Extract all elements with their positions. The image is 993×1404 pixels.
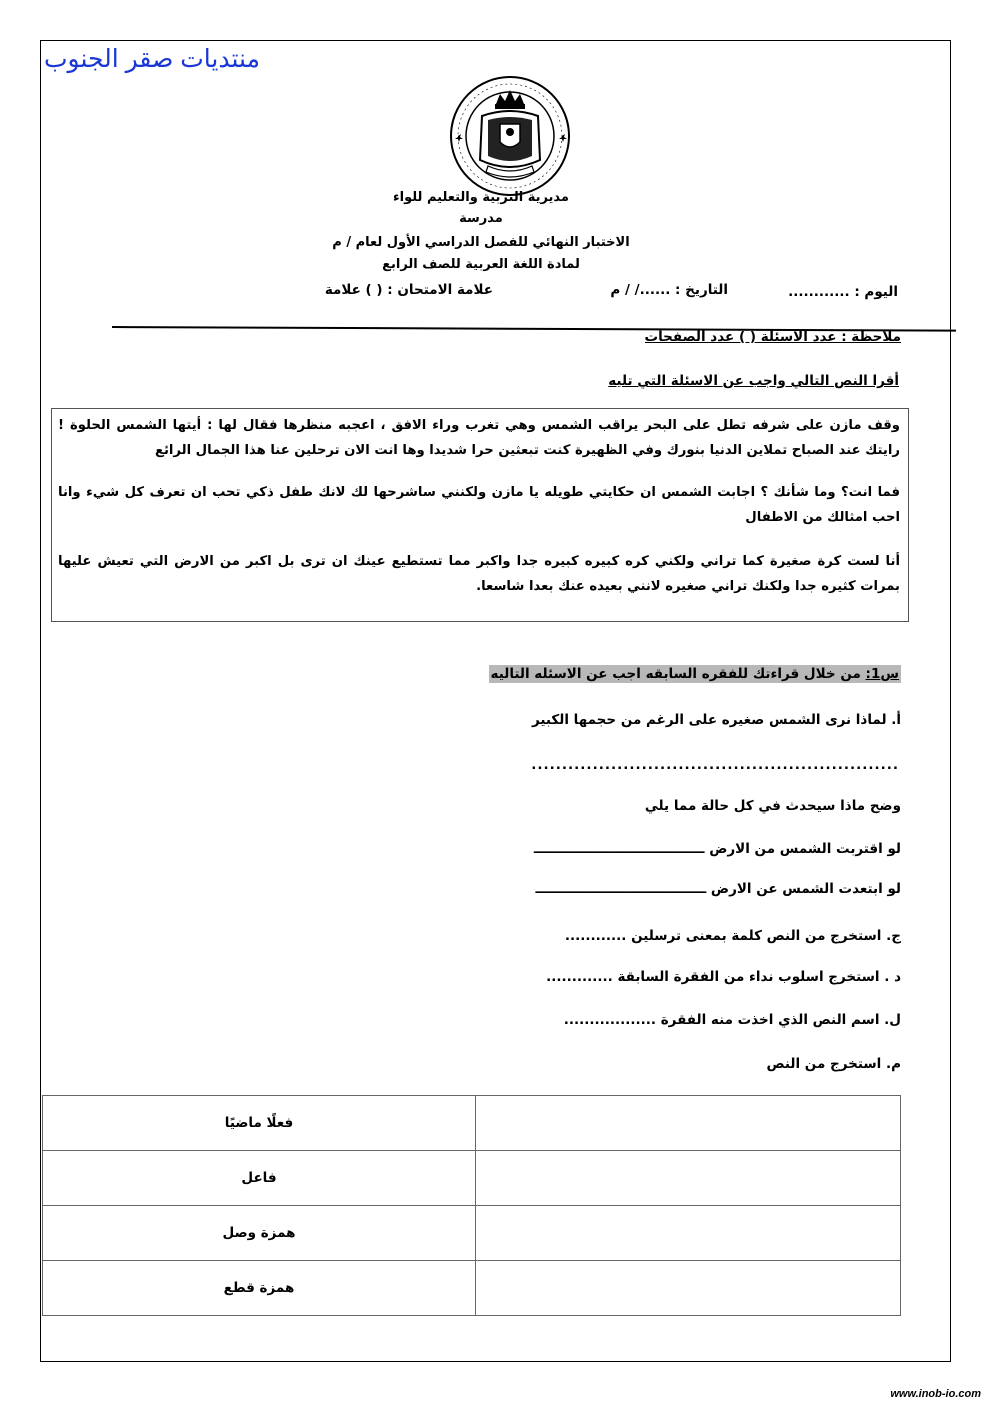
day-field: اليوم : ............ — [788, 284, 898, 300]
forum-watermark: منتديات صقر الجنوب — [44, 45, 260, 73]
passage-paragraph-2: فما انت؟ وما شأنك ؟ اجابت الشمس ان حكايتي طويله يا مازن ولكنني ساشرحها لك لانك طفل ذكي تحب ان تعرف كل شيء وانا احب امثالك من الاطفال — [58, 485, 900, 525]
subject-line: لمادة اللغة العربية للصف الرابع — [382, 257, 580, 272]
table-row — [43, 1206, 901, 1261]
case-recede: لو ابتعدت الشمس عن الارض ـــــــــــــــــــــــــــــــــــــ — [535, 881, 901, 897]
passage-paragraph-1: وقف مازن على شرفه تطل على البحر يراقب الشمس وهي تغرب وراء الافق ، اعجبه منظرها فقال لها : أيتها الشمس الحلوة ! رايتك عند الصباح تملاين الدنيا بنورك وفي الظهيرة كنت تبعثين حرا شديدا وها انت الان ترحلين عنا هذا الجمال الرائع — [58, 418, 900, 458]
question-l: ل. اسم النص الذي اخذت منه الفقرة .................. — [563, 1012, 901, 1028]
table-row — [43, 1151, 901, 1206]
question-d: د . استخرج اسلوب نداء من الفقرة السابقة ............. — [546, 969, 901, 985]
table-answer-cell — [476, 1096, 901, 1151]
case-approach: لو اقتربت الشمس من الارض ـــــــــــــــــــــــــــــــــــــ — [533, 841, 901, 857]
question-1-heading — [489, 665, 901, 683]
reading-instruction: أقرا النص التالي واجب عن الاسئلة التي تليه — [608, 373, 899, 389]
table-answer-cell — [476, 1206, 901, 1261]
note-line: ملاحظة : عدد الاسئلة ( ) عدد الصفحات — [644, 330, 901, 344]
question-a: أ. لماذا نرى الشمس صغيره على الرغم من حجمها الكبير — [531, 712, 901, 728]
table-label: فعلًا ماضيًا — [43, 1096, 476, 1151]
table-answer-cell — [476, 1261, 901, 1316]
site-footer-link[interactable]: www.inob-io.com — [890, 1388, 981, 1400]
table-answer-cell — [476, 1151, 901, 1206]
table-row — [43, 1096, 901, 1151]
ministry-seal-icon — [448, 74, 572, 198]
date-field: التاريخ : ....../ / م — [610, 282, 728, 298]
table-label: فاعل — [43, 1151, 476, 1206]
extraction-table — [42, 1095, 901, 1316]
table-label: همزة قطع — [43, 1261, 476, 1316]
table-label: همزة وصل — [43, 1206, 476, 1261]
passage-paragraph-3: أنا لست كرة صغيرة كما تراني ولكني كره كبيره كبيره جدا واكبر مما تستطيع عينك ان ترى بل اكبر من الارض التي تعيش عليها بمرات كثيره جدا ولكنك تراني صغيره لانني بعيده عنك بعدا شاسعا. — [58, 554, 900, 594]
school-line: مدرسة — [459, 211, 503, 226]
table-row — [43, 1261, 901, 1316]
explain-instruction: وضح ماذا سيحدث في كل حالة مما يلي — [644, 798, 901, 814]
grade-field: علامة الامتحان : ( ) علامة — [324, 282, 493, 298]
question-1-number: س1: — [865, 666, 899, 682]
question-j: ج. استخرج من النص كلمة بمعنى ترسلين ............ — [564, 928, 901, 944]
answer-a-dots: ............................................................ — [531, 757, 899, 773]
directorate-line: مديرية التربية والتعليم للواء — [393, 190, 569, 205]
question-m: م. استخرج من النص — [766, 1056, 901, 1072]
passage-box — [51, 408, 909, 622]
question-1-text: من خلال قراءتك للفقره السابقه اجب عن الاسئله التاليه — [490, 666, 866, 682]
exam-title-line: الاختبار النهائي للفصل الدراسي الأول لعام / م — [332, 235, 630, 250]
